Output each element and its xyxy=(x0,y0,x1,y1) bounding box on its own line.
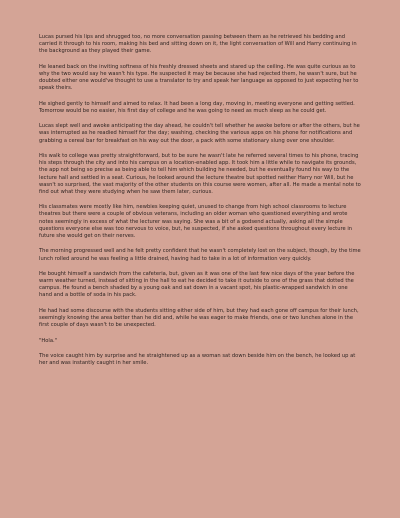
paragraph-8: He bought himself a sandwich from the cafeteria, but, given as it was one of the last few nice days of the year before the warm weather turned, instead of sitting in the hall to eat he decided to take it outside to one of the grass that dotted the campus. He found a bench shaded by a young oak and sat down in a vacant spot, his plastic-wrapped sandwich in one hand and a bottle of soda in his pack. xyxy=(39,270,355,299)
paragraph-7: The morning progressed well and he felt pretty confident that he wasn't completely lost on the subject, though, by the time lunch rolled around he was feeling a little drained, having had to take in a lot of information very quickly. xyxy=(39,248,361,262)
paragraph-2: He leaned back on the inviting softness of his freshly dressed sheets and stared up the ceiling. He was quite curious as to why the two would say he wasn't his type. He suspected it may be because she had rejected them, he wasn't sure, but he doubted either one would've thought to use a translator to try and speak her language as opposed to just expecting her to speak theirs. xyxy=(39,63,359,92)
paragraph-1: Lucas pursed his lips and shrugged too, no more conversation passing between them as he retrieved his bedding and carried it through to his room, making his bed and sitting down on it, the light conversation of Will and Harry continuing in the background as they played their game. xyxy=(39,34,357,55)
paragraph-10: "Hola." xyxy=(39,337,58,344)
paragraph-5: His walk to college was pretty straightforward, but to be sure he wasn't late he referred several times to his phone, tracing his steps through the city and into his campus on a location-enabled app. It took him a little while to navigate its grounds, the app not being so precise as being able to tell him which building he needed, but he eventually found his way to the lecture hall and settled in a seat. Curious, he looked around the lecture theatre but spotted neither Harry nor Will, but he wasn't so surprised, the vast majority of the other students on this course were women, after all. He made a mental note to find out what they were studying when he saw them later, curious. xyxy=(39,153,361,195)
paragraph-3: He sighed gently to himself and aimed to relax. It had been a long day, moving in, meeting everyone and getting settled. Tomorrow would be no easier, his first day of college and he was going to need as much sleep as he could get. xyxy=(39,100,355,114)
paragraph-9: He had had some discourse with the students sitting either side of him, but they had each gone off campus for their lunch, seemingly knowing the area better than he did and, while he was eager to make friends, one or two lunches alone in the first couple of days wasn't to be unexpected. xyxy=(39,307,359,329)
paragraph-11: The voice caught him by surprise and he straightened up as a woman sat down beside him on the bench, he looked up at her and was instantly caught in her smile. xyxy=(39,353,356,367)
paragraph-6: His classmates were mostly like him, newbies keeping quiet, unused to change from high school classrooms to lecture theatres but there were a couple of obvious veterans, including an older woman who questioned everything and wrote notes seemingly in excess of what the lecturer was saying. She was a bit of a godsend actually, asking all the simple questions everyone else was too nervous to voice, but, he suspected, if she asked questions throughout every lecture in future she would get on their nerves. xyxy=(39,204,353,239)
document-page xyxy=(39,34,361,504)
paragraph-4: Lucas slept well and awoke anticipating the day ahead, he couldn't tell whether he awoke before or after the others, but he was interrupted as he readied himself for the day; washing, checking the various apps on his phone for notifications and grabbing a cereal bar for breakfast on his way out the door, a pack with some stationary slung over one shoulder. xyxy=(39,123,360,144)
